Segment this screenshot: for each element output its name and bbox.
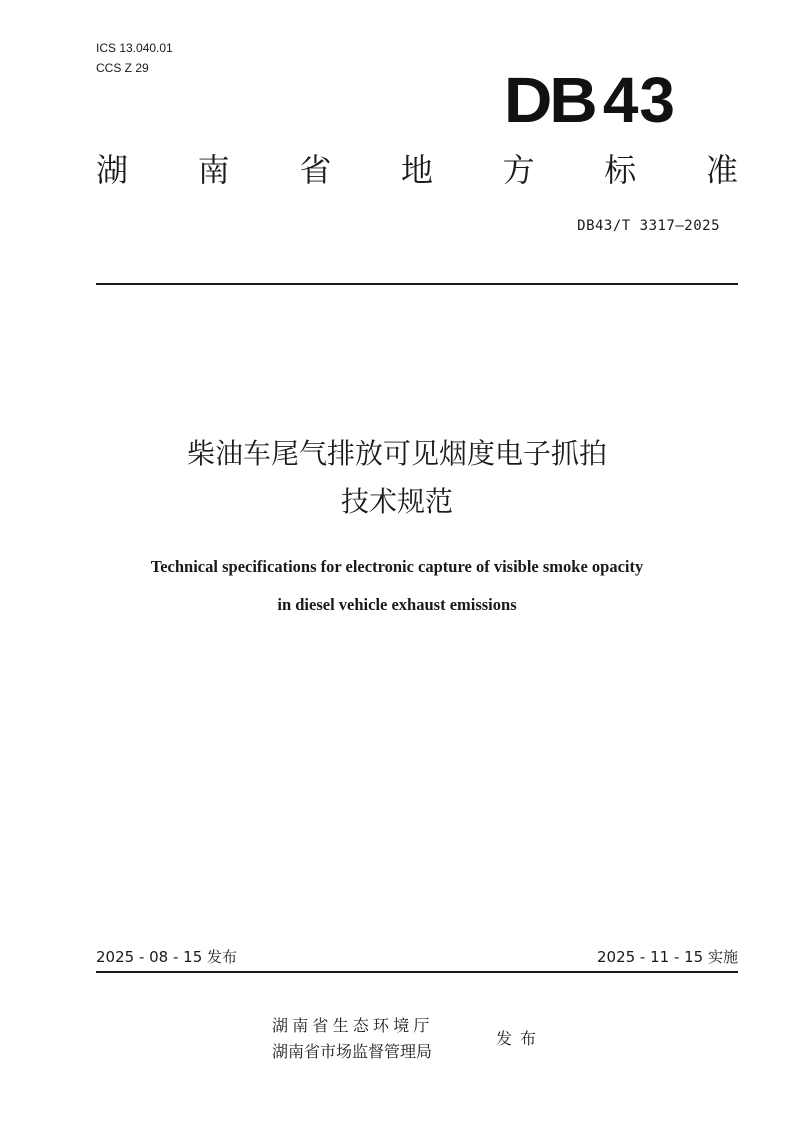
title-en-line2: in diesel vehicle exhaust emissions xyxy=(277,595,517,614)
classification-block xyxy=(96,38,173,78)
level-char: 南 xyxy=(197,151,230,189)
top-divider xyxy=(96,283,738,285)
db-logo xyxy=(504,64,676,136)
issue-action-label: 发布 xyxy=(496,1029,545,1048)
bottom-divider xyxy=(96,971,738,973)
level-char: 地 xyxy=(400,151,433,189)
implementation-date: 2025 - 11 - 15 实施 xyxy=(596,948,738,966)
issue-date: 2025 - 08 - 15 发布 xyxy=(96,948,238,966)
ics-code: ICS 13.040.01 xyxy=(96,41,173,55)
issuer-ecology-department: 湖南省生态环境厅 xyxy=(272,1016,434,1035)
dates-row xyxy=(96,946,738,968)
issuer-market-regulation: 湖南省市场监督管理局 xyxy=(272,1042,433,1061)
title-cn-line1: 柴油车尾气排放可见烟度电子抓拍 xyxy=(186,437,607,470)
title-en-line1: Technical specifications for electronic capture of visible smoke opacity xyxy=(150,557,644,576)
level-char: 准 xyxy=(705,151,738,189)
issuing-organizations xyxy=(272,1013,434,1065)
level-char: 省 xyxy=(299,151,332,189)
level-char: 湖 xyxy=(96,151,129,189)
db-logo-letters: DB xyxy=(504,64,595,136)
standard-level-title xyxy=(96,148,738,192)
ccs-code: CCS Z 29 xyxy=(96,61,149,75)
db-logo-code: 43 xyxy=(602,64,676,136)
document-title-cn xyxy=(0,430,794,526)
document-title-en xyxy=(0,548,794,624)
level-char: 方 xyxy=(502,151,535,189)
level-char: 标 xyxy=(604,151,637,189)
standard-number: DB43/T 3317—2025 xyxy=(577,218,720,234)
title-cn-line2: 技术规范 xyxy=(340,485,453,518)
